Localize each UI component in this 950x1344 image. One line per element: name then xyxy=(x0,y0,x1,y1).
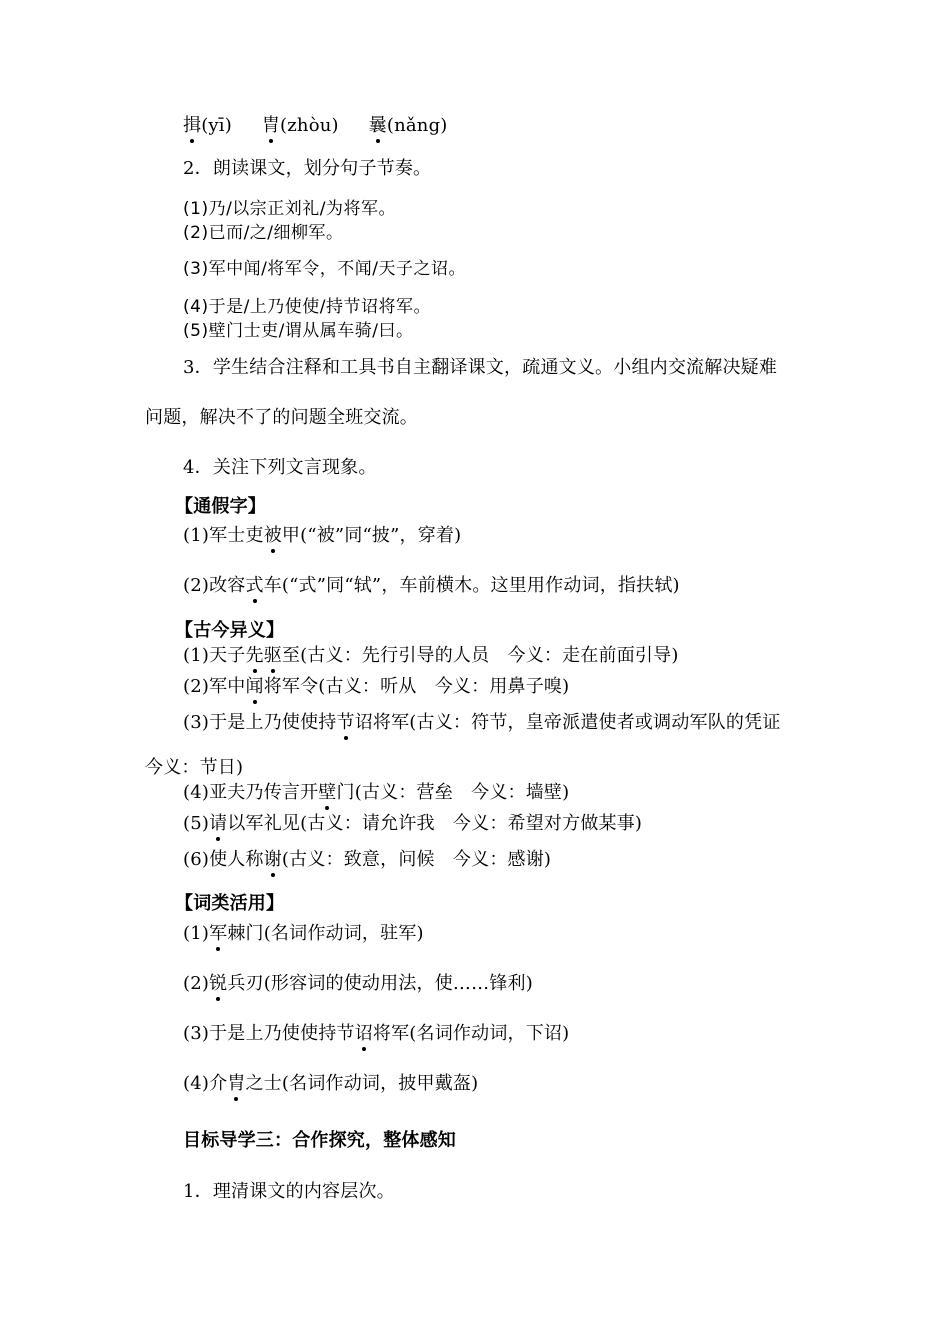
cilei-title: 【词类活用】 xyxy=(175,893,285,914)
text-pre: (1)天子 xyxy=(183,645,246,666)
dotted-char: 被 xyxy=(263,525,282,546)
dotted-char: 胄 xyxy=(227,1073,246,1094)
text-post: 将军令(古义：听从 今义：用鼻子嗅) xyxy=(263,676,570,697)
char-nang: 曩 xyxy=(368,115,387,136)
rhythm-item-3: (3)军中闻/将军令，不闻/天子之诏。 xyxy=(183,259,467,279)
dotted-char: 请 xyxy=(209,813,228,834)
dotted-char: 驱 xyxy=(263,645,282,666)
tongjiazi-item-1 xyxy=(183,524,461,548)
gujin-item-5 xyxy=(183,812,642,836)
dotted-char: 节 xyxy=(336,712,355,733)
section3-line1: 3．学生结合注释和工具书自主翻译课文，疏通文义。小组内交流解决疑难 xyxy=(183,357,778,378)
dotted-char: 壁 xyxy=(318,782,337,803)
pinyin-nang: (nǎng) xyxy=(386,115,448,136)
gujin-item-1 xyxy=(183,644,679,668)
text-pre: (4)介 xyxy=(183,1073,228,1094)
cilei-item-4 xyxy=(183,1072,478,1096)
goal3-heading: 目标导学三：合作探究，整体感知 xyxy=(183,1130,456,1151)
text-pre: (6)使人称 xyxy=(183,849,264,870)
rhythm-item-5: (5)壁门士吏/谓从属车骑/曰。 xyxy=(183,321,414,341)
dotted-char: 诏 xyxy=(354,1023,373,1044)
section2-heading: 2．朗读课文，划分句子节奏。 xyxy=(183,158,432,179)
gujin-title: 【古今异义】 xyxy=(175,620,285,641)
text-pre: (2) xyxy=(183,973,210,994)
section4-heading: 4．关注下列文言现象。 xyxy=(183,457,377,478)
text-post: 至(古义：先行引导的人员 今义：走在前面引导) xyxy=(281,645,679,666)
pinyin-yi: (yī) xyxy=(201,115,232,136)
cilei-item-3 xyxy=(183,1022,569,1046)
text-post: 之士(名词作动词，披甲戴盔) xyxy=(245,1073,479,1094)
gujin-item-2 xyxy=(183,675,569,699)
dotted-char: 谢 xyxy=(263,849,282,870)
char-yi: 揖 xyxy=(183,115,202,136)
text-post: 以军礼见(古义：请允许我 今义：希望对方做某事) xyxy=(227,813,643,834)
pinyin-zhou: (zhòu) xyxy=(280,115,339,136)
gujin-item-6 xyxy=(183,848,551,872)
dotted-char: 式 xyxy=(245,575,264,596)
text-pre: (1)军士吏 xyxy=(183,525,264,546)
text-pre: (2)改容 xyxy=(183,575,246,596)
rhythm-item-1: (1)乃/以宗正刘礼/为将军。 xyxy=(183,199,397,219)
tongjiazi-title: 【通假字】 xyxy=(175,496,266,517)
text-pre: (3)于是上乃使使持 xyxy=(183,712,337,733)
dotted-char: 闻 xyxy=(245,676,264,697)
text-pre: (2)军中 xyxy=(183,676,246,697)
gujin-item-3-cont: 今义：节日) xyxy=(145,757,244,778)
rhythm-item-2: (2)已而/之/细柳军。 xyxy=(183,223,344,243)
gujin-item-4 xyxy=(183,781,569,805)
text-post: 兵刃(形容词的使动用法，使……锋利) xyxy=(227,973,533,994)
char-zhou: 胄 xyxy=(261,115,281,136)
cilei-item-2 xyxy=(183,972,533,996)
text-post: (古义：致意，问候 今义：感谢) xyxy=(281,849,552,870)
section3-line2: 问题，解决不了的问题全班交流。 xyxy=(145,407,418,428)
goal3-item-1: 1．理清课文的内容层次。 xyxy=(183,1181,395,1202)
text-post: 门(古义：营垒 今义：墙壁) xyxy=(336,782,570,803)
rhythm-item-4: (4)于是/上乃使使/持节诏将军。 xyxy=(183,297,432,317)
dotted-char: 军 xyxy=(209,923,228,944)
text-post: 将军(名词作动词，下诏) xyxy=(372,1023,570,1044)
text-pre: (5) xyxy=(183,813,210,834)
text-pre: (3)于是上乃使使持节 xyxy=(183,1023,355,1044)
dotted-char: 先 xyxy=(245,645,264,666)
cilei-item-1 xyxy=(183,922,424,946)
text-post: 棘门(名词作动词，驻军) xyxy=(227,923,424,944)
pinyin-line xyxy=(183,114,448,138)
text-post: 甲(“被”同“披”，穿着) xyxy=(281,525,462,546)
dotted-char: 锐 xyxy=(209,973,228,994)
text-post: 车(“式”同“轼”，车前横木。这里用作动词，指扶轼) xyxy=(263,575,680,596)
tongjiazi-item-2 xyxy=(183,574,680,598)
gujin-item-3 xyxy=(183,711,781,735)
text-pre: (4)亚夫乃传言开 xyxy=(183,782,319,803)
text-post: 诏将军(古义：符节，皇帝派遣使者或调动军队的凭证 xyxy=(354,712,781,733)
text-pre: (1) xyxy=(183,923,210,944)
